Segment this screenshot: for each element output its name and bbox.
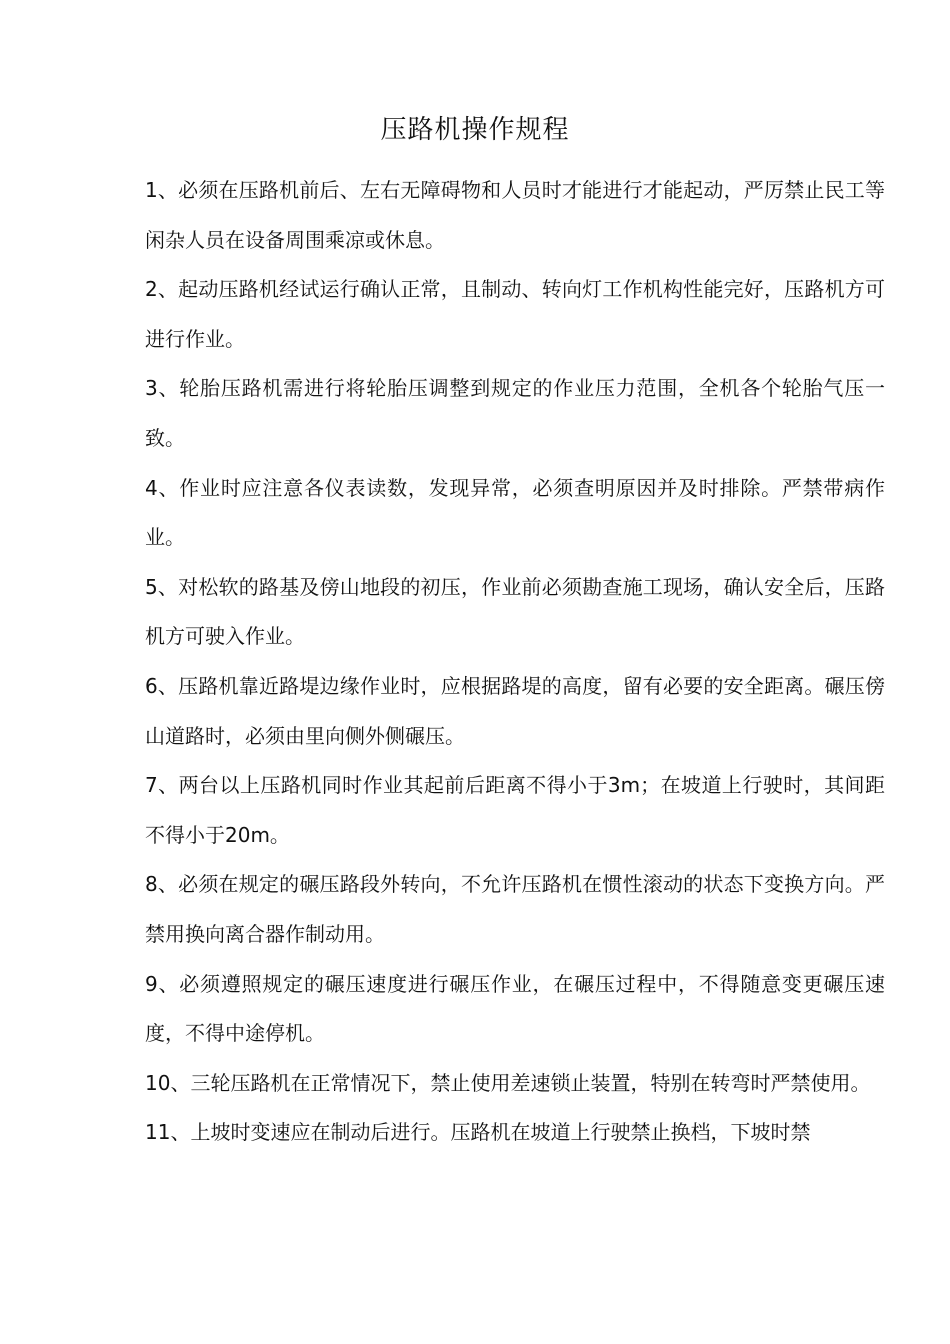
rule-item-7: 7、两台以上压路机同时作业其起前后距离不得小于3m；在坡道上行驶时，其间距不得小于20m。 [145,773,885,847]
rule-item-11: 11、上坡时变速应在制动后进行。压路机在坡道上行驶禁止换档，下坡时禁 [145,1120,811,1145]
rules-list [145,166,885,1158]
rule-item-3: 3、轮胎压路机需进行将轮胎压调整到规定的作业压力范围，全机各个轮胎气压一致。 [145,376,885,450]
rule-item-5: 5、对松软的路基及傍山地段的初压，作业前必须勘查施工现场，确认安全后，压路机方可驶入作业。 [145,574,885,649]
rule-item-2: 2、起动压路机经试运行确认正常，且制动、转向灯工作机构性能完好，压路机方可进行作业。 [145,277,885,351]
rule-item-6: 6、压路机靠近路堤边缘作业时，应根据路堤的高度，留有必要的安全距离。碾压傍山道路时，必须由里向侧外侧碾压。 [145,673,885,748]
rule-item-1: 1、必须在压路机前后、左右无障碍物和人员时才能进行才能起动，严厉禁止民工等闲杂人员在设备周围乘凉或休息。 [145,178,885,252]
document-title: 压路机操作规程 [380,115,570,145]
rule-item-4: 4、作业时应注意各仪表读数，发现异常，必须查明原因并及时排除。严禁带病作业。 [145,475,885,550]
rule-item-9: 9、必须遵照规定的碾压速度进行碾压作业，在碾压过程中，不得随意变更碾压速度，不得中途停机。 [145,971,885,1046]
rule-item-8: 8、必须在规定的碾压路段外转向，不允许压路机在惯性滚动的状态下变换方向。严禁用换向离合器作制动用。 [145,872,885,946]
rule-item-10: 10、三轮压路机在正常情况下，禁止使用差速锁止装置，特别在转弯时严禁使用。 [145,1070,871,1095]
